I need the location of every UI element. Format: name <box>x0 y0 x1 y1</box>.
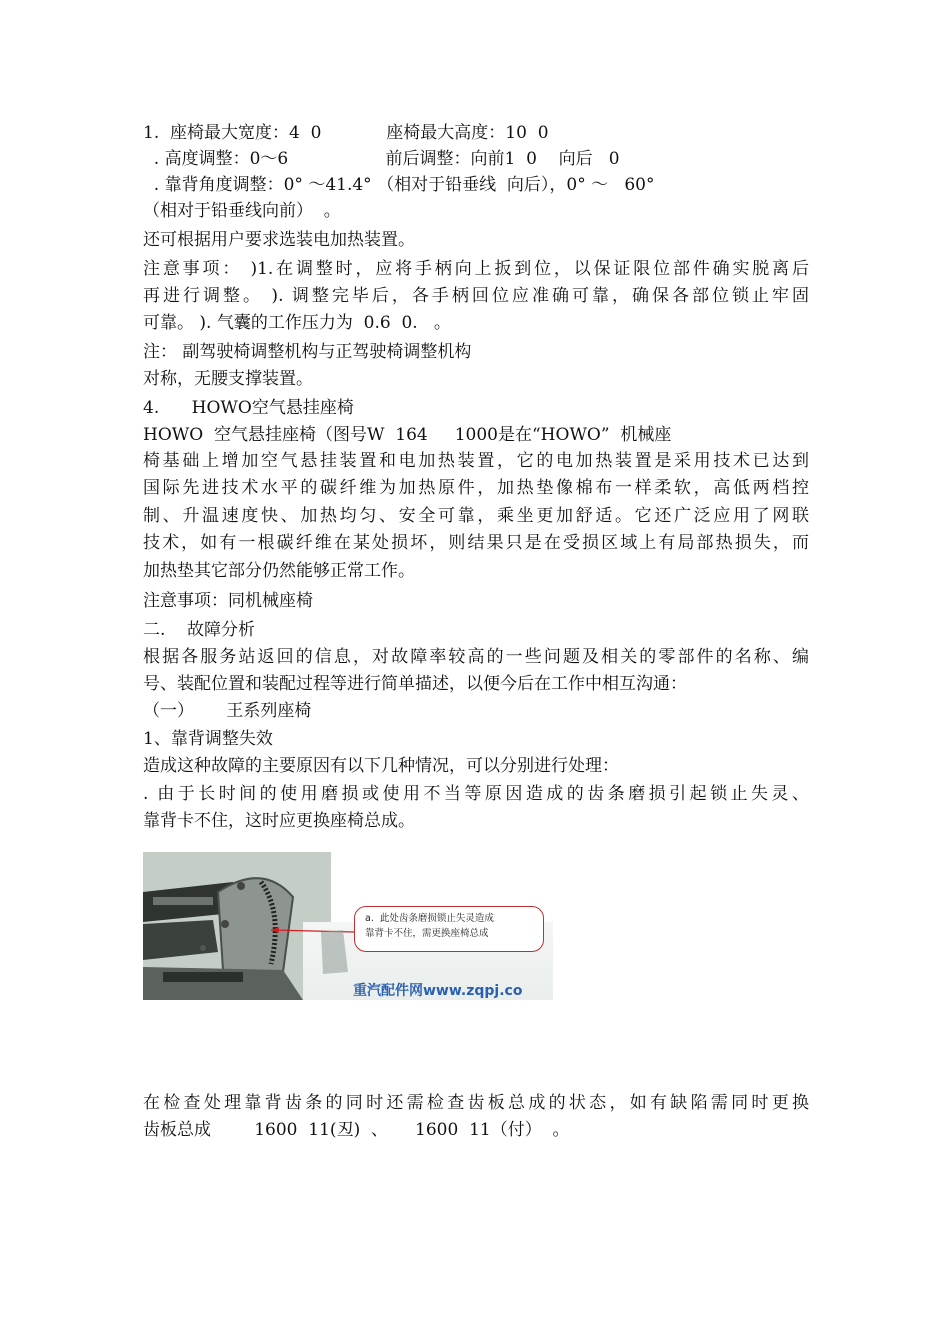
text-line: . 靠背角度调整：0° ～41.4° （相对于铅垂线 向后），0° ～ 60° <box>143 175 655 195</box>
text-line: 靠背卡不住，这时应更换座椅总成。 <box>143 811 415 831</box>
watermark-text: 重汽配件网www.zqpj.co <box>353 983 523 999</box>
text-line: 还可根据用户要求选装电加热装置。 <box>143 230 415 250</box>
text-line: 造成这种故障的主要原因有以下几种情况，可以分别进行处理： <box>143 756 619 776</box>
figure-seat-rack <box>143 852 553 1000</box>
text-line: 对称，无腰支撑装置。 <box>143 369 313 389</box>
text-line: 根据各服务站返回的信息，对故障率较高的一些问题及相关的零部件的名称、编 <box>143 647 809 667</box>
text-line: 二. 故障分析 <box>143 620 256 640</box>
text-line: 4. HOWO空气悬挂座椅 <box>143 398 354 418</box>
text-line: 齿板总成 1600 11(丒) 、 1600 11（付） 。 <box>143 1120 570 1140</box>
text-line: 在检查处理靠背齿条的同时还需检查齿板总成的状态，如有缺陷需同时更换 <box>143 1093 809 1113</box>
text-line: 再进行调整。 ). 调整完毕后，各手柄回位应准确可靠，确保各部位锁止牢固 <box>143 286 809 306</box>
text-line: HOWO 空气悬挂座椅（图号W 164 1000是在“HOWO” 机械座 <box>143 425 672 445</box>
text-line: 制、升温速度快、加热均匀、安全可靠，乘坐更加舒适。它还广泛应用了网联 <box>143 506 809 526</box>
text-line: 注意事项： )1.在调整时，应将手柄向上扳到位，以保证限位部件确实脱离后 <box>143 259 809 279</box>
text-line: 加热垫其它部分仍然能够正常工作。 <box>143 561 415 581</box>
text-line: 可靠。 ). 气囊的工作压力为 0.6 0. 。 <box>143 313 451 333</box>
callout-line-2: 靠背卡不住，需更换座椅总成 <box>365 928 489 939</box>
text-line: 1、靠背调整失效 <box>143 729 273 749</box>
text-line: 注意事项：同机械座椅 <box>143 591 313 611</box>
text-line: （相对于铅垂线向前） 。 <box>143 201 341 221</box>
text-line: 国际先进技术水平的碳纤维为加热原件，加热垫像棉布一样柔软，高低两档控 <box>143 478 809 498</box>
text-line: . 高度调整：0～6 前后调整：向前1 0 向后 0 <box>143 149 620 169</box>
text-line: 1. 座椅最大宽度：4 0 座椅最大高度：10 0 <box>143 123 549 143</box>
text-line: . 由于长时间的使用磨损或使用不当等原因造成的齿条磨损引起锁止失灵、 <box>143 784 809 804</box>
text-line: 技术，如有一根碳纤维在某处损坏，则结果只是在受损区域上有局部热损失，而 <box>143 533 809 553</box>
callout-line-1: a. 此处齿条磨损锁止失灵造成 <box>365 913 494 924</box>
text-line: 椅基础上增加空气悬挂装置和电加热装置，它的电加热装置是采用技术已达到 <box>143 451 809 471</box>
text-line: 注： 副驾驶椅调整机构与正驾驶椅调整机构 <box>143 342 472 362</box>
text-line: （一） 王系列座椅 <box>143 701 312 721</box>
callout-note <box>354 906 544 952</box>
text-line: 号、装配位置和装配过程等进行简单描述，以便今后在工作中相互沟通： <box>143 674 687 694</box>
